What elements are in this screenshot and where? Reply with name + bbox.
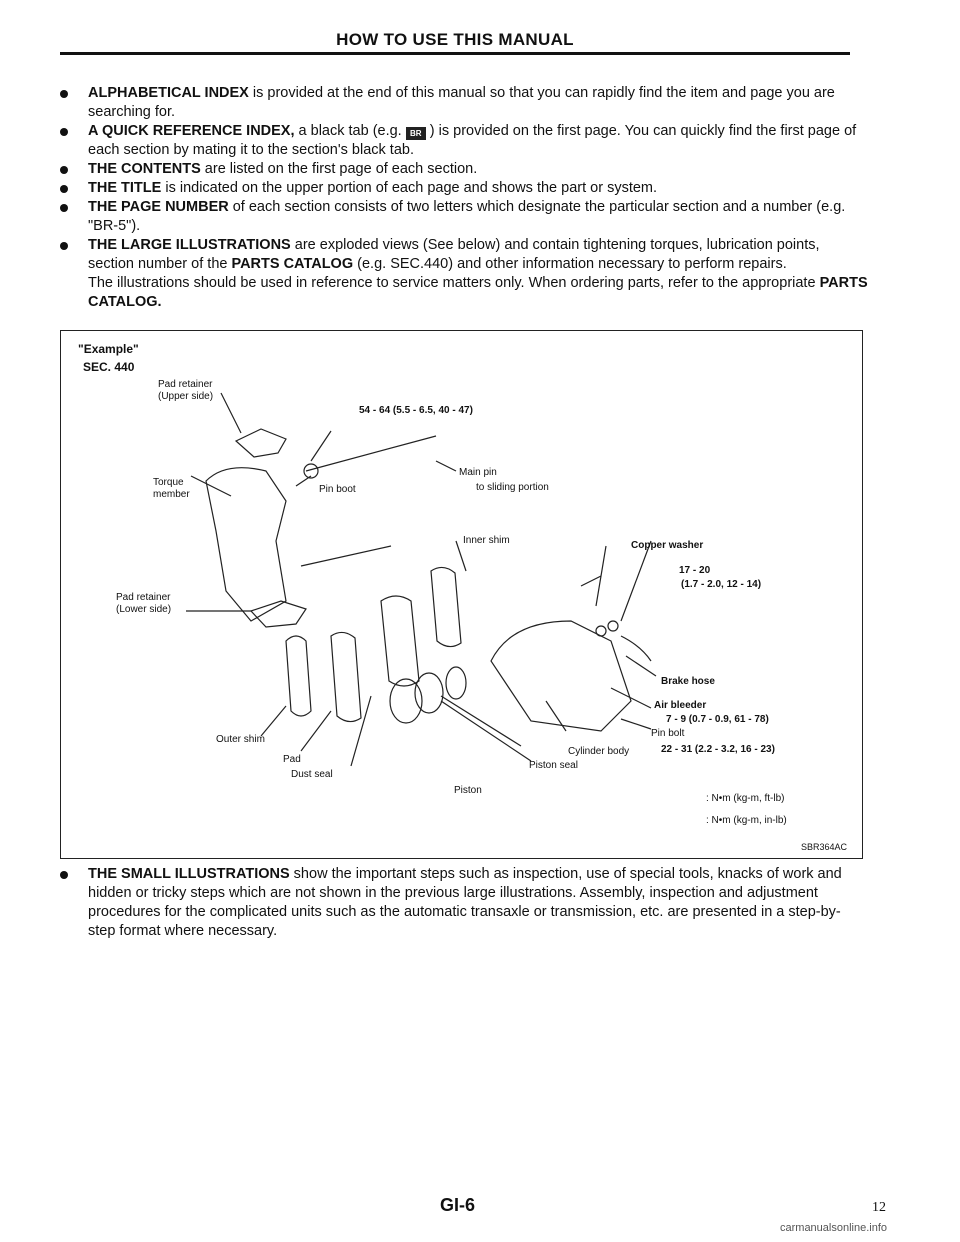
torque-top-label: 54 - 64 (5.5 - 6.5, 40 - 47)	[359, 405, 473, 416]
bullet-dot	[60, 204, 68, 212]
pin-boot-label: Pin boot	[319, 484, 356, 495]
air-bleeder-label: Air bleeder	[654, 700, 707, 711]
bullet-heading: THE SMALL ILLUSTRATIONS	[88, 866, 290, 882]
piston-label: Piston	[454, 785, 482, 796]
bullet-dot	[60, 128, 68, 136]
bullet-text: show the important steps such as inspection, use of special tools, knacks of work and hidden or tricky steps which are not shown in the previous large illustrations. Assembly, inspection and adjustment procedures for the complicated units such as the automatic transaxle or transmission, etc. are presented in a step-by-step format where necessary.	[88, 866, 842, 939]
bullet-contents	[58, 160, 868, 179]
bullet-small-illustrations-wrap	[58, 865, 868, 941]
header-rule	[60, 52, 850, 55]
brake-hose-shape	[621, 636, 651, 661]
pad-shape	[331, 632, 361, 721]
bullet-heading: THE PAGE NUMBER	[88, 199, 229, 215]
section-label: SEC. 440	[83, 360, 135, 374]
dust-seal-label: Dust seal	[291, 769, 333, 780]
inner-pad-shape	[381, 596, 419, 686]
bullet-large-illustrations	[58, 236, 868, 312]
piston-seal-label: Piston seal	[529, 760, 578, 771]
bullet-text: (e.g. SEC.440) and other information necessary to perform repairs.	[353, 256, 787, 272]
watermark: carmanualsonline.info	[780, 1222, 888, 1234]
outer-shim-label: Outer shim	[216, 734, 265, 745]
page-title: HOW TO USE THIS MANUAL	[336, 30, 574, 49]
air-bleeder-shape	[581, 576, 601, 586]
exploded-view-figure	[60, 330, 863, 859]
torque-bleeder-label: 7 - 9 (0.7 - 0.9, 61 - 78)	[666, 714, 769, 725]
footer-page-number: 12	[872, 1200, 886, 1215]
bullet-text: ) is provided on the first page. You can quickly find the first page of each section by mating it to the section's black tab.	[88, 123, 857, 158]
bullet-dot	[60, 185, 68, 193]
page-header	[60, 30, 850, 50]
copper-washer-shape-2	[608, 621, 618, 631]
footer-page-code: GI-6	[440, 1195, 476, 1215]
black-tab-icon: BR	[406, 127, 426, 140]
bullet-title	[58, 179, 868, 198]
bullet-dot	[60, 242, 68, 250]
torque-cylinder-label: 22 - 31 (2.2 - 3.2, 16 - 23)	[661, 744, 775, 755]
bullet-dot	[60, 90, 68, 98]
bullet-dot	[60, 871, 68, 879]
cylinder-body-label: Cylinder body	[568, 746, 630, 757]
copper-washer-shape	[596, 626, 606, 636]
pin-bolt-label: Pin bolt	[651, 728, 685, 739]
figure-code: SBR364AC	[801, 842, 848, 852]
bullet-text: is provided at the end of this manual so that you can rapidly find the item and page you are searching for.	[88, 85, 835, 120]
bullet-quick-reference	[58, 122, 868, 160]
lower-side-label: (Lower side)	[116, 604, 172, 615]
bullet-heading: THE LARGE ILLUSTRATIONS	[88, 237, 291, 253]
outer-shim-shape	[286, 636, 311, 716]
pin-bolt-shape	[301, 546, 391, 566]
bullet-text: a black tab (e.g.	[294, 123, 406, 139]
torque-member-shape	[206, 468, 286, 621]
inner-shim-label: Inner shim	[463, 535, 510, 546]
bullet-small-illustrations	[58, 865, 868, 941]
brake-hose-label: Brake hose	[661, 676, 715, 687]
bullet-heading: THE CONTENTS	[88, 161, 201, 177]
pad-label: Pad	[283, 754, 301, 765]
bullet-inline-bold: PARTS CATALOG	[231, 256, 354, 272]
pad-retainer-upper-label: Pad retainer	[158, 379, 213, 390]
upper-side-label: (Upper side)	[158, 391, 214, 402]
torque-member-label-2: member	[153, 489, 190, 500]
piston-shape	[415, 673, 443, 713]
bullet-text: are exploded views (See below) and contain tightening torques, lubrication points, section number of the	[88, 237, 820, 272]
bullet-alphabetical-index	[58, 84, 868, 122]
bullet-text: The illustrations should be used in reference to service matters only. When ordering parts, refer to the appropriate	[88, 275, 820, 291]
piston-seal-shape	[446, 667, 466, 699]
bullet-heading: A QUICK REFERENCE INDEX,	[88, 123, 295, 139]
bullet-heading: ALPHABETICAL INDEX	[88, 85, 249, 101]
main-pin-label: Main pin	[459, 467, 497, 478]
torque-member-label-1: Torque	[153, 477, 184, 488]
example-label: "Example"	[78, 342, 139, 356]
torque-copper-label-1: 17 - 20	[679, 565, 711, 576]
legend-in-lb: : N•m (kg-m, in-lb)	[706, 815, 787, 826]
bullet-dot	[60, 166, 68, 174]
bullet-heading: THE TITLE	[88, 180, 162, 196]
pad-retainer-lower-label: Pad retainer	[116, 592, 171, 603]
main-pin-shape	[306, 436, 436, 471]
bullet-text: is indicated on the upper portion of each page and shows the part or system.	[161, 180, 658, 196]
bullet-paragraph	[88, 274, 868, 312]
bullet-text: are listed on the first page of each section.	[200, 161, 478, 177]
inner-shim-shape	[431, 567, 461, 646]
torque-copper-label-2: (1.7 - 2.0, 12 - 14)	[681, 579, 762, 590]
bullet-list	[58, 84, 868, 312]
bullet-inline-bold: PARTS CATALOG.	[88, 275, 868, 310]
cylinder-body-shape	[491, 621, 631, 731]
legend-ft-lb: : N•m (kg-m, ft-lb)	[706, 793, 785, 804]
copper-washer-label: Copper washer	[631, 540, 704, 551]
pad-retainer-upper-shape	[236, 429, 286, 457]
sliding-portion-label: to sliding portion	[476, 482, 549, 493]
bullet-text: of each section consists of two letters which designate the particular section and a number (e.g. "BR-5").	[88, 199, 846, 234]
bullet-page-number	[58, 198, 868, 236]
